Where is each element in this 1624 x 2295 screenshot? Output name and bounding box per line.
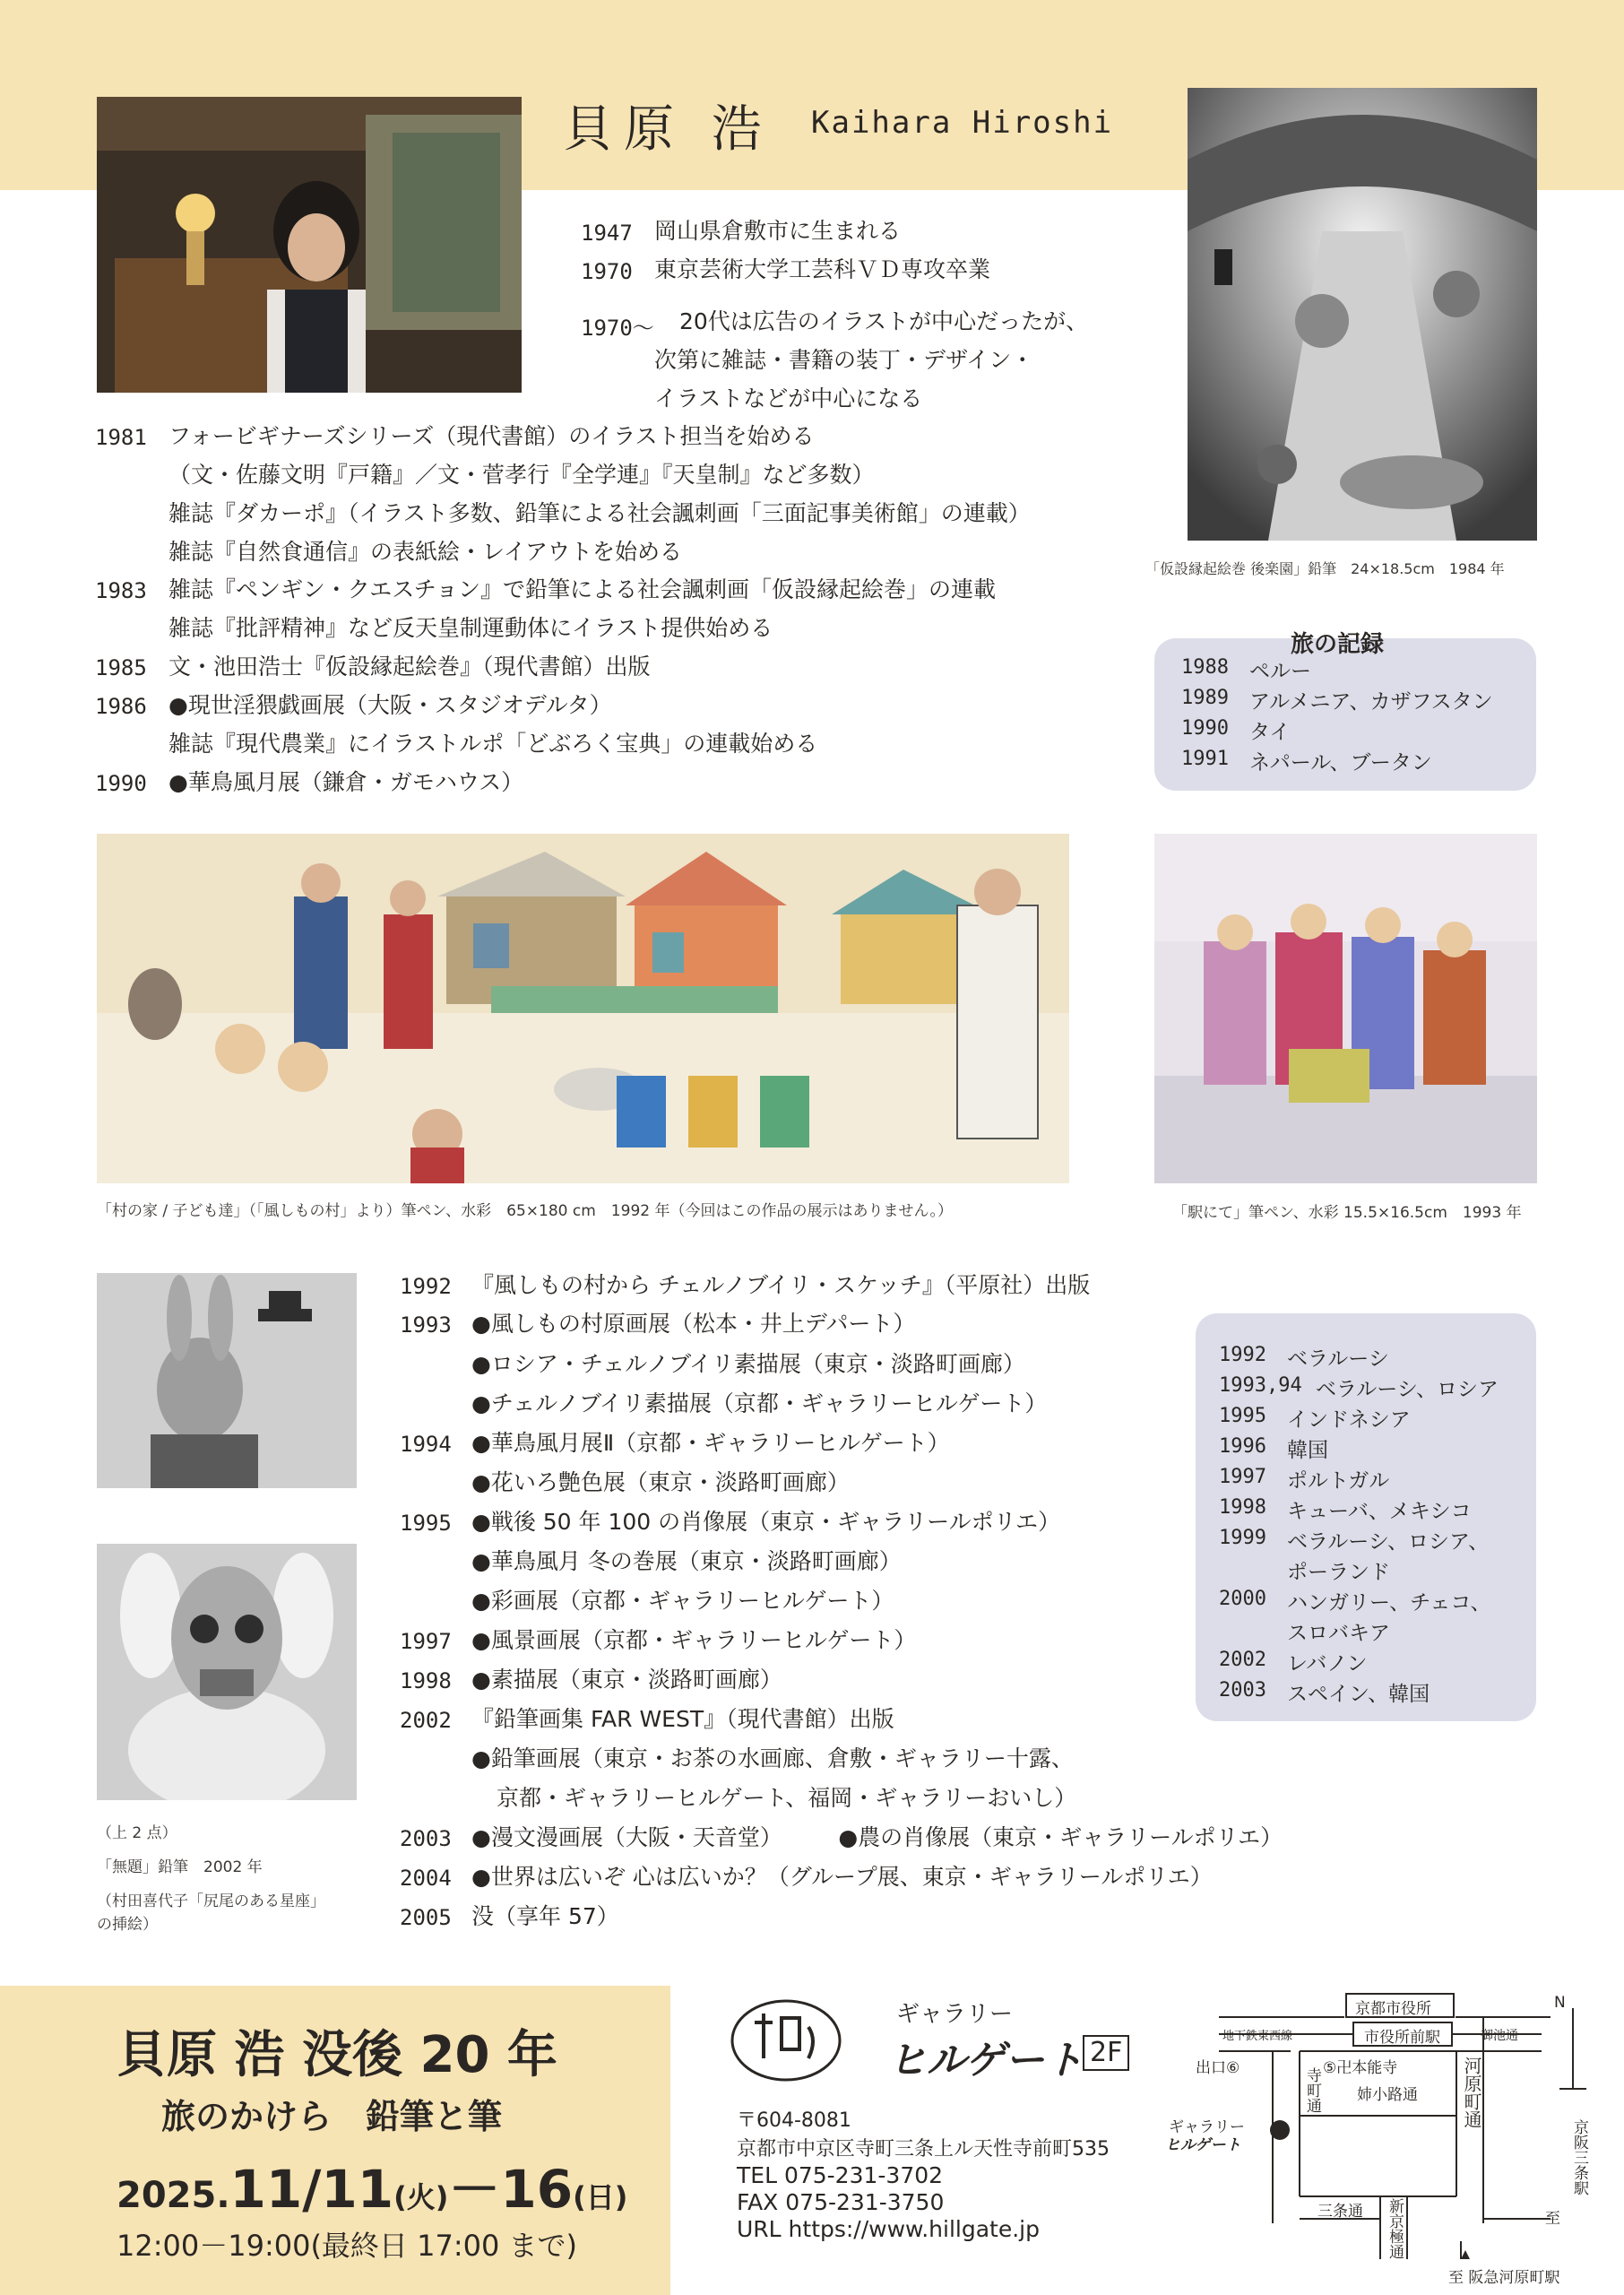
map-city-hall: 京都市役所 (1355, 2000, 1431, 2018)
bio-line: 『鉛筆画集 FAR WEST』（現代書館）出版 (471, 1706, 894, 1732)
map-gallery-a: ギャラリー (1169, 2118, 1245, 2136)
travel-place: ネパール、ブータン (1249, 751, 1432, 775)
travel-place: ポーランド (1287, 1561, 1390, 1584)
bio-line: イラストなどが中心になる (654, 385, 923, 411)
bio-line: ●チェルノブイリ素描展（京都・ギャラリーヒルゲート） (471, 1390, 1048, 1416)
travel-place: キューバ、メキシコ (1287, 1500, 1472, 1523)
bio-line: 20代は広告のイラストが中心だったが、 (679, 308, 1089, 334)
travel-place: アルメニア、カザフスタン (1249, 690, 1493, 714)
exhibition-title: 貝原 浩 没後 20 年 (117, 2026, 557, 2084)
bio-year: 2003 (400, 1826, 452, 1851)
artist-name-ja: 貝原 浩 (563, 100, 773, 159)
map-teramachi: 寺町通 (1303, 2067, 1321, 2113)
travel-year: 1995 (1219, 1405, 1266, 1427)
bio-line: 雑誌『ペンギン・クエスチョン』で鉛筆による社会諷刺画「仮設縁起絵巻」の連載 (168, 576, 997, 602)
caption-village: 「村の家 / 子ども達」（「風しもの村」より）筆ペン、水彩 65×180 cm 1992 年（今回はこの作品の展示はありません。） (97, 1202, 953, 1220)
bio-year: 1993 (400, 1312, 452, 1338)
map-gallery-b: ヒルゲート (1165, 2136, 1241, 2154)
rabbit-pencil-drawing (97, 1273, 357, 1488)
bio-line: ●風景画展（京都・ギャラリーヒルゲート） (471, 1627, 917, 1653)
access-map (1165, 1990, 1622, 2291)
bio-line: ●華鳥風月展Ⅱ（京都・ギャラリーヒルゲート） (471, 1430, 950, 1456)
bio-line: ●華鳥風月展（鎌倉・ガモハウス） (168, 769, 524, 795)
travel-place: タイ (1249, 721, 1291, 744)
bio-year: 1981 (95, 425, 147, 450)
map-oike: 御池通 (1481, 2029, 1518, 2043)
travel-year: 1988 (1181, 656, 1229, 679)
bio-line: ●漫文漫画展（大阪・天音堂） ●農の肖像展（東京・ギャラリールポリエ） (471, 1824, 1283, 1850)
travel-place: ベラルーシ、ロシア、 (1287, 1530, 1490, 1554)
travel-year: 2000 (1219, 1588, 1266, 1610)
bio-year: 1992 (400, 1274, 452, 1299)
gallery-fax: FAX 075-231-3750 (737, 2189, 945, 2215)
date-prefix: 2025. (117, 2175, 230, 2216)
travel-place: スペイン、韓国 (1287, 1683, 1430, 1706)
travel-place: ハンガリー、チェコ、 (1287, 1591, 1491, 1615)
bio-line: 没（享年 57） (471, 1903, 619, 1929)
garden-pencil-drawing (1188, 88, 1537, 541)
map-honnoji: ⑤卍本能寺 (1323, 2059, 1398, 2077)
bio-line: ●戦後 50 年 100 の肖像展（東京・ギャラリールポリエ） (471, 1509, 1061, 1535)
skull-dog-pencil-drawing (97, 1544, 357, 1800)
bio-year: 1970 (581, 259, 633, 284)
gallery-name: ヒルゲート (887, 2038, 1084, 2083)
bio-year: 1995 (400, 1511, 452, 1536)
bio-year: 1985 (95, 655, 147, 680)
bio-line: 東京芸術大学工芸科ＶＤ専攻卒業 (654, 256, 991, 282)
bio-year: 2002 (400, 1708, 452, 1733)
travel-record-box-2 (1196, 1313, 1536, 1721)
travel-place: スロバキア (1287, 1622, 1390, 1645)
gallery-url: URL https://www.hillgate.jp (737, 2216, 1040, 2242)
travel-year: 1997 (1219, 1466, 1266, 1488)
gallery-address: 京都市中京区寺町三条上ル天性寺前町535 (737, 2138, 1110, 2161)
bio-line: ●現世淫猥戯画展（大阪・スタジオデルタ） (168, 692, 612, 718)
travel-year: 1990 (1181, 717, 1229, 740)
caption-untitled-4: の挿絵） (97, 1916, 158, 1934)
bio-line: 次第に雑誌・書籍の装丁・デザイン・ (654, 347, 1034, 373)
travel-year: 1999 (1219, 1527, 1266, 1549)
bio-line: ●花いろ艶色展（東京・淡路町画廊） (471, 1469, 850, 1495)
map-anekoji: 姉小路通 (1357, 2086, 1418, 2104)
travel-year: 1998 (1219, 1496, 1266, 1519)
bio-line: 文・池田浩士『仮設縁起絵巻』（現代書館）出版 (168, 654, 651, 680)
date-dow-1: (火) (393, 2180, 449, 2214)
travel-place: 韓国 (1287, 1439, 1328, 1462)
bio-line: 雑誌『自然食通信』の表紙絵・レイアウトを始める (168, 539, 683, 565)
gallery-tel: TEL 075-231-3702 (737, 2162, 944, 2188)
bio-line: 『風しもの村から チェルノブイリ・スケッチ』（平原社）出版 (471, 1272, 1091, 1298)
bio-line: ●華鳥風月 冬の巻展（東京・淡路町画廊） (471, 1548, 902, 1574)
map-shinkyogoku: 新京極通 (1386, 2198, 1404, 2259)
bio-year: 1970～ (581, 316, 654, 341)
travel-place: ベラルーシ、ロシア (1316, 1378, 1499, 1401)
travel-year: 1992 (1219, 1344, 1266, 1366)
station-painting (1154, 834, 1537, 1183)
travel-year: 2002 (1219, 1649, 1266, 1671)
bio-year: 1994 (400, 1432, 452, 1457)
bio-line: ●世界は広いぞ 心は広いか？（グループ展、東京・ギャラリールポリエ） (471, 1864, 1213, 1890)
bio-year: 2005 (400, 1905, 452, 1930)
bio-line: 雑誌『ダカーポ』（イラスト多数、鉛筆による社会諷刺画「三面記事美術館」の連載） (168, 500, 1031, 526)
bio-year: 2004 (400, 1866, 452, 1891)
exhibition-subtitle: 旅のかけら 鉛筆と筆 (161, 2097, 503, 2136)
travel-place: ペルー (1249, 660, 1311, 683)
map-keihan: 京阪三条駅 (1570, 2119, 1588, 2195)
travel-place: ベラルーシ (1287, 1347, 1389, 1371)
bio-line: フォービギナーズシリーズ（現代書館）のイラスト担当を始める (168, 423, 815, 449)
travel-year: 1991 (1181, 748, 1229, 770)
travel-year: 2003 (1219, 1679, 1266, 1702)
caption-untitled-2: 「無題」鉛筆 2002 年 (97, 1858, 263, 1876)
map-north: N (1554, 1994, 1566, 2012)
gallery-floor: 2F (1083, 2035, 1129, 2071)
travel-place: レバノン (1287, 1652, 1368, 1676)
bio-year: 1947 (581, 221, 633, 246)
date-dow-2: (日) (573, 2180, 628, 2214)
bio-line: ●素描展（東京・淡路町画廊） (471, 1667, 782, 1693)
bio-line: 京都・ギャラリーヒルゲート、福岡・ギャラリーおいし） (497, 1785, 1077, 1811)
bio-year: 1986 (95, 694, 147, 719)
bio-line: ●風しもの村原画展（松本・井上デパート） (471, 1311, 916, 1337)
travel-year: 1993,94 (1219, 1374, 1302, 1397)
date-end: －16 (448, 2159, 574, 2220)
map-to: 至 (1545, 2210, 1560, 2228)
travel-record-box (1154, 631, 1536, 791)
artist-photo (97, 97, 522, 393)
bio-year: 1997 (400, 1629, 452, 1654)
caption-station: 「駅にて」筆ペン、水彩 15.5×16.5cm 1993 年 (1172, 1204, 1522, 1222)
exhibition-date (117, 2147, 627, 2222)
caption-untitled-3: （村田喜代子「尻尾のある星座」 (97, 1892, 325, 1910)
bio-year: 1990 (95, 771, 147, 796)
travel-place: ポルトガル (1287, 1469, 1390, 1493)
travel-year: 1996 (1219, 1435, 1266, 1458)
travel-year: 1989 (1181, 687, 1229, 709)
bio-line: 雑誌『批評精神』など反天皇制運動体にイラスト提供始める (168, 615, 773, 641)
bio-year: 1983 (95, 578, 147, 603)
artist-name-en: Kaihara Hiroshi (811, 105, 1114, 141)
exhibition-hours: 12:00－19:00(最終日 17:00 まで) (117, 2229, 577, 2263)
bio-line: ●ロシア・チェルノブイリ素描展（東京・淡路町画廊） (471, 1351, 1025, 1377)
travel-place: インドネシア (1287, 1408, 1411, 1432)
map-sanjo: 三条通 (1317, 2203, 1363, 2221)
bio-line: 雑誌『現代農業』にイラストルポ「どぶろく宝典」の連載始める (168, 731, 818, 757)
bio-line: 岡山県倉敷市に生まれる (654, 218, 902, 244)
map-exit: 出口⑥ (1196, 2059, 1240, 2077)
bio-line: （文・佐藤文明『戸籍』／文・菅孝行『全学連』『天皇制』など多数） (168, 462, 875, 488)
bio-line: ●鉛筆画展（東京・お茶の水画廊、倉敷・ギャラリー十露、 (471, 1745, 1074, 1771)
date-start: 11/11 (229, 2159, 394, 2220)
gallery-postal: 〒604-8081 (737, 2109, 851, 2132)
travel-title: 旅の記録 (1291, 631, 1385, 658)
bio-year: 1998 (400, 1668, 452, 1693)
map-line: 地下鉄東西線 (1222, 2030, 1293, 2043)
map-station: 市役所前駅 (1364, 2029, 1440, 2047)
caption-untitled-1: （上 2 点） (97, 1824, 177, 1842)
gallery-label: ギャラリー (896, 2001, 1014, 2028)
map-kawaramachi: 河原町通 (1461, 2057, 1482, 2128)
map-hankyu: 至 阪急河原町駅 (1448, 2269, 1560, 2287)
gallery-logo-mark (728, 1996, 844, 2085)
bio-line: ●彩画展（京都・ギャラリーヒルゲート） (471, 1588, 894, 1614)
village-painting (97, 834, 1069, 1183)
caption-garden: 「仮設縁起絵巻 後楽園」鉛筆 24×18.5cm 1984 年 (1145, 560, 1505, 577)
